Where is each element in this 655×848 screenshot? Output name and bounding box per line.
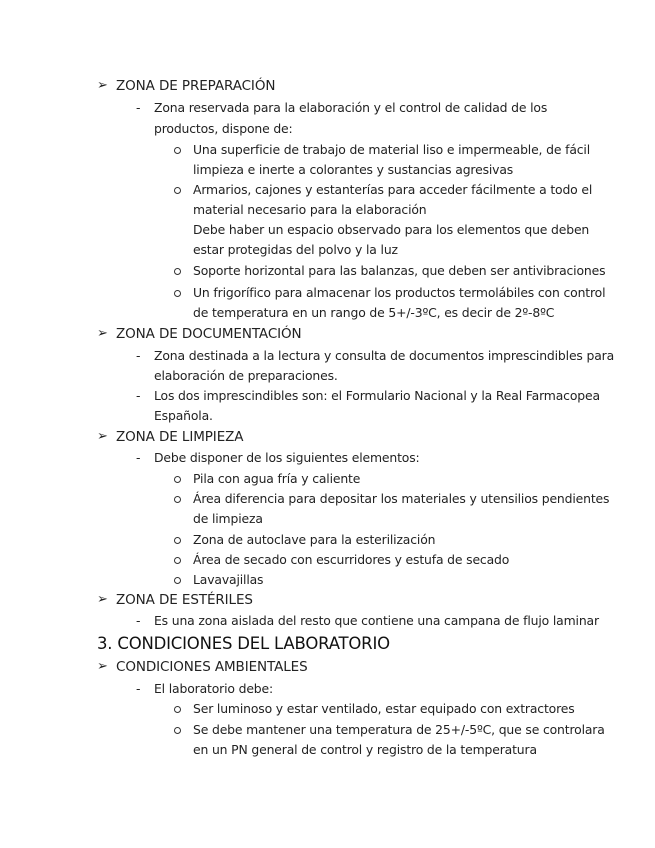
text-line: limpieza e inerte a colorantes y sustancias agresivas [193,162,514,177]
text-line: Lavavajillas [193,572,264,587]
section-heading: ZONA DE DOCUMENTACIÓN [116,326,302,342]
text-line: Los dos imprescindibles son: el Formulario Nacional y la Real Farmacopea [154,388,600,403]
dash-bullet: - [136,100,141,115]
text-line: Pila con agua fría y caliente [193,471,361,486]
circle-bullet-icon [174,476,181,483]
dash-bullet: - [136,681,141,696]
circle-bullet-icon [174,187,181,194]
section-heading: ZONA DE LIMPIEZA [116,429,244,445]
text-line: Se debe mantener una temperatura de 25+/-5ºC, que se controlara [193,722,605,737]
text-line: Un frigorífico para almacenar los productos termolábiles con control [193,285,606,300]
text-line: Zona destinada a la lectura y consulta de documentos imprescindibles para [154,348,615,363]
arrow-bullet-icon: ➢ [97,78,108,93]
circle-bullet-icon [174,496,181,503]
dash-bullet: - [136,450,141,465]
text-line: estar protegidas del polvo y la luz [193,242,398,257]
text-line: Armarios, cajones y estanterías para acceder fácilmente a todo el [193,182,593,197]
circle-bullet-icon [174,147,181,154]
text-line: material necesario para la elaboración [193,202,427,217]
text-line: Una superficie de trabajo de material liso e impermeable, de fácil [193,142,591,157]
text-line: en un PN general de control y registro de la temperatura [193,742,537,757]
text-line: Área de secado con escurridores y estufa de secado [193,552,510,567]
text-line: de limpieza [193,511,263,526]
dash-bullet: - [136,348,141,363]
text-line: Española. [154,408,213,423]
circle-bullet-icon [174,290,181,297]
dash-bullet: - [136,613,141,628]
circle-bullet-icon [174,268,181,275]
text-line: Zona de autoclave para la esterilización [193,532,436,547]
arrow-bullet-icon: ➢ [97,429,108,444]
text-line: El laboratorio debe: [154,681,274,696]
text-line: Área diferencia para depositar los materiales y utensilios pendientes [193,491,610,506]
section-heading: ZONA DE PREPARACIÓN [116,78,276,94]
arrow-bullet-icon: ➢ [97,326,108,341]
circle-bullet-icon [174,706,181,713]
arrow-bullet-icon: ➢ [97,659,108,674]
circle-bullet-icon [174,577,181,584]
chapter-heading: 3. CONDICIONES DEL LABORATORIO [97,634,390,653]
circle-bullet-icon [174,557,181,564]
dash-bullet: - [136,388,141,403]
text-line: Debe disponer de los siguientes elementos: [154,450,420,465]
arrow-bullet-icon: ➢ [97,592,108,607]
text-line: productos, dispone de: [154,121,293,136]
text-line: Debe haber un espacio observado para los elementos que deben [193,222,590,237]
circle-bullet-icon [174,727,181,734]
text-line: Es una zona aislada del resto que contiene una campana de flujo laminar [154,613,599,628]
text-line: Zona reservada para la elaboración y el control de calidad de los [154,100,548,115]
text-line: Ser luminoso y estar ventilado, estar equipado con extractores [193,701,575,716]
text-line: de temperatura en un rango de 5+/-3ºC, es decir de 2º-8ºC [193,305,555,320]
circle-bullet-icon [174,537,181,544]
section-heading: ZONA DE ESTÉRILES [116,592,253,608]
text-line: elaboración de preparaciones. [154,368,338,383]
section-heading: CONDICIONES AMBIENTALES [116,659,308,675]
text-line: Soporte horizontal para las balanzas, que deben ser antivibraciones [193,263,606,278]
